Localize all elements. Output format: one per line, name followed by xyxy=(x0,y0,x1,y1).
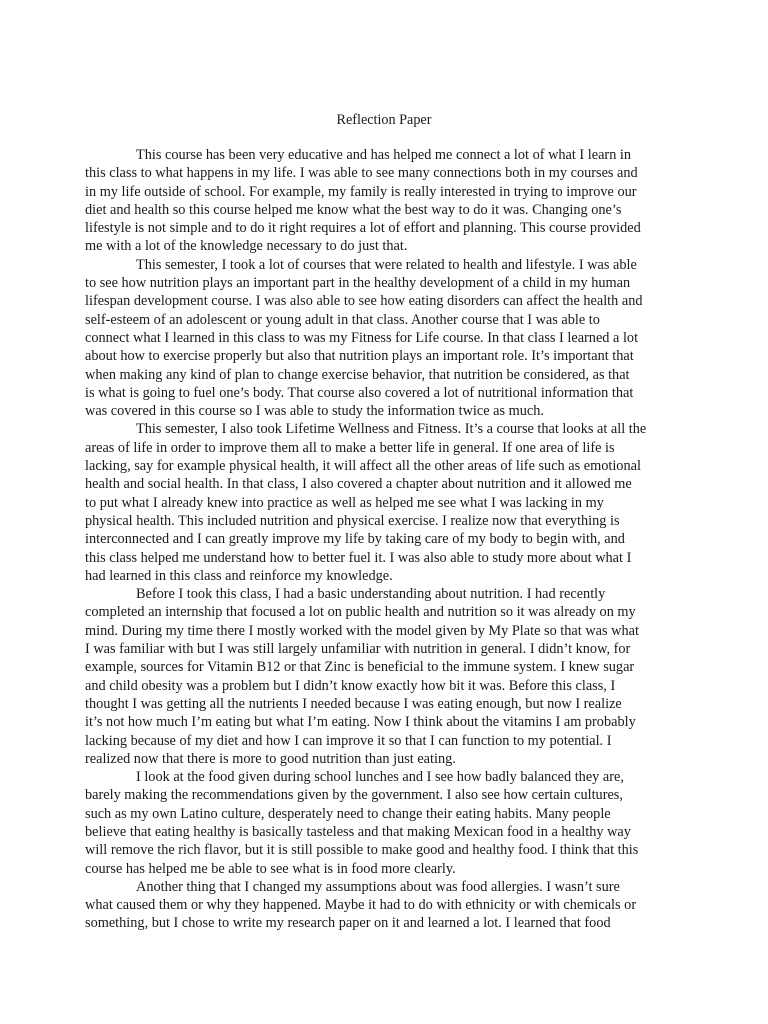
text-line: diet and health so this course helped me know what the best way to do it was. Changing one’s xyxy=(85,201,622,218)
text-line: mind. During my time there I mostly worked with the model given by My Plate so that was what xyxy=(85,622,639,639)
paragraph xyxy=(85,146,687,256)
text-line: it’s not how much I’m eating but what I’m eating. Now I think about the vitamins I am probably xyxy=(85,714,636,731)
text-line: This semester, I took a lot of courses that were related to health and lifestyle. I was able xyxy=(136,256,637,273)
paragraph xyxy=(85,256,687,421)
text-line: lifespan development course. I was also able to see how eating disorders can affect the health and xyxy=(85,293,643,310)
text-line: self-esteem of an adolescent or young adult in that class. Another course that I was able to xyxy=(85,311,600,328)
text-line: when making any kind of plan to change exercise behavior, that nutrition be considered, as that xyxy=(85,366,630,383)
document-body xyxy=(85,146,687,933)
text-line: what caused them or why they happened. Maybe it had to do with ethnicity or with chemicals or xyxy=(85,897,637,914)
text-line: had learned in this class and reinforce my knowledge. xyxy=(85,567,393,584)
text-line: such as my own Latino culture, desperately need to change their eating habits. Many people xyxy=(85,805,611,822)
text-line: This course has been very educative and has helped me connect a lot of what I learn in xyxy=(136,147,632,163)
paragraph xyxy=(85,768,687,878)
text-line: Another thing that I changed my assumptions about was food allergies. I wasn’t sure xyxy=(136,878,620,895)
text-line: something, but I chose to write my research paper on it and learned a lot. I learned that food xyxy=(85,915,611,932)
text-line: I look at the food given during school lunches and I see how badly balanced they are, xyxy=(136,769,624,786)
text-line: physical health. This included nutrition and physical exercise. I realize now that everything is xyxy=(85,512,620,529)
text-line: will remove the rich flavor, but it is still possible to make good and healthy food. I think that this xyxy=(85,842,639,859)
text-line: was covered in this course so I was able to study the information twice as much. xyxy=(85,403,544,420)
text-line: this class to what happens in my life. I was able to see many connections both in my courses and xyxy=(85,165,638,182)
text-line: example, sources for Vitamin B12 or that Zinc is beneficial to the immune system. I knew sugar xyxy=(85,659,635,676)
page-title: Reflection Paper xyxy=(336,112,432,128)
text-line: this class helped me understand how to better fuel it. I was also able to study more about what I xyxy=(85,549,632,566)
text-line: connect what I learned in this class to was my Fitness for Life course. In that class I learned a lot xyxy=(85,329,639,346)
text-line: interconnected and I can greatly improve my life by taking care of my body to begin with, and xyxy=(85,531,625,548)
text-line: believe that eating healthy is basically tasteless and that making Mexican food in a healthy way xyxy=(85,823,631,840)
text-line: is what is going to fuel one’s body. That course also covered a lot of nutritional information that xyxy=(85,384,634,401)
text-line: in my life outside of school. For example, my family is really interested in trying to improve our xyxy=(85,183,637,200)
text-line: realized now that there is more to good nutrition than just eating. xyxy=(85,750,456,767)
text-line: Before I took this class, I had a basic understanding about nutrition. I had recently xyxy=(136,586,606,603)
text-line: to put what I already knew into practice as well as helped me see what I was lacking in my xyxy=(85,494,604,511)
text-line: thought I was getting all the nutrients I needed because I was eating enough, but now I realize xyxy=(85,695,622,712)
paragraph xyxy=(85,420,687,585)
text-line: me with a lot of the knowledge necessary to do just that. xyxy=(85,238,408,255)
text-line: lacking, say for example physical health, it will affect all the other areas of life such as emotional xyxy=(85,458,641,475)
text-line: course has helped me be able to see what is in food more clearly. xyxy=(85,860,456,877)
text-line: barely making the recommendations given by the government. I also see how certain cultures, xyxy=(85,787,623,804)
paragraph xyxy=(85,878,687,933)
text-line: about how to exercise properly but also that nutrition plays an important role. It’s important that xyxy=(85,348,634,365)
text-line: and child obesity was a problem but I didn’t know exactly how bit it was. Before this class, I xyxy=(85,677,616,694)
text-line: This semester, I also took Lifetime Wellness and Fitness. It’s a course that looks at all the xyxy=(136,421,647,438)
text-line: areas of life in order to improve them all to make a better life in general. If one area of life is xyxy=(85,439,615,456)
text-line: completed an internship that focused a lot on public health and nutrition so it was already on my xyxy=(85,604,636,621)
text-line: health and social health. In that class, I also covered a chapter about nutrition and it allowed me xyxy=(85,476,632,493)
text-line: to see how nutrition plays an important part in the healthy development of a child in my human xyxy=(85,275,631,292)
paragraph xyxy=(85,585,687,768)
text-line: lifestyle is not simple and to do it right requires a lot of effort and planning. This course provided xyxy=(85,220,641,237)
text-line: lacking because of my diet and how I can improve it so that I can function to my potential. I xyxy=(85,732,612,749)
text-line: I was familiar with but I was still largely unfamiliar with nutrition in general. I didn’t know, for xyxy=(85,641,631,658)
